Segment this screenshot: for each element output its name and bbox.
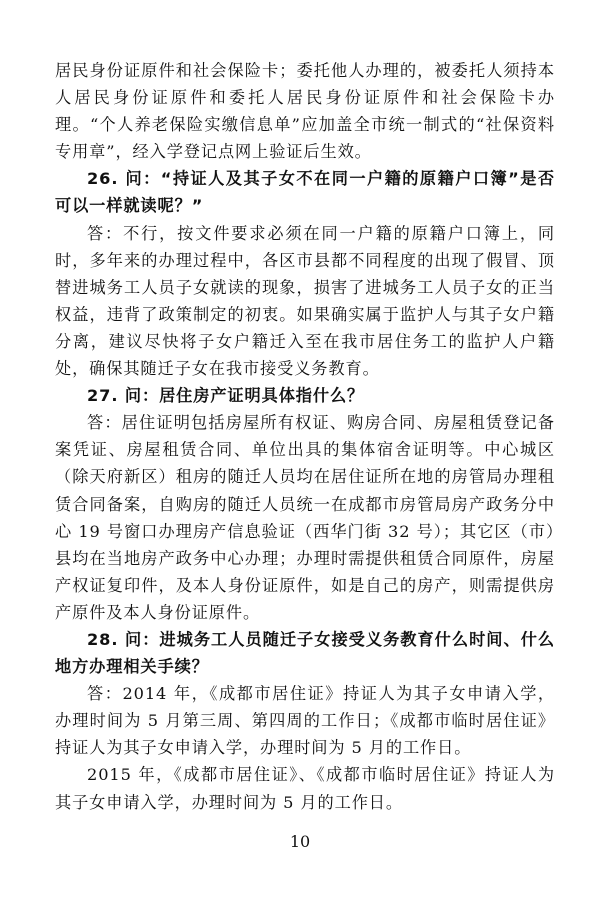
paragraph-continuation: 居民身份证原件和社会保险卡；委托他人办理的，被委托人须持本人居民身份证原件和委托人居民身份证原件和社会保险卡办理。“个人养老保险实缴信息单”应加盖全市统一制式的“社保资料专用章”，经入学登记点网上验证后生效。 (55, 61, 555, 162)
question-27: 27. 问：居住房产证明具体指什么？ (87, 386, 365, 406)
document-body (55, 57, 555, 816)
answer-28-2014: 答：2014 年，《成都市居住证》持证人为其子女申请入学，办理时间为 5 月第三周、第四周的工作日；《成都市临时居住证》持证人为其子女申请入学，办理时间为 5 月的工作日。 (55, 684, 555, 758)
answer-27: 答：居住证明包括房屋所有权证、购房合同、房屋租赁登记备案凭证、房屋租赁合同、单位出具的集体宿舍证明等。中心城区（除天府新区）租房的随迁人员均在居住证所在地的房管局办理租赁合同备案，自购房的随迁人员统一在成都市房管局房产政务分中心 19 号窗口办理房产信息验证（西华门街 32 号）；其它区（市）县均在当地房产政务中心办理；办理时需提供租赁合同原件，房屋产权证复印件，及本人身份证原件，如是自己的房产，则需提供房产原件及本人身份证原件。 (55, 413, 555, 622)
answer-28-2015: 2015 年，《成都市居住证》、《成都市临时居住证》持证人为其子女申请入学，办理时间为 5 月的工作日。 (55, 765, 555, 812)
question-28: 28. 问：进城务工人员随迁子女接受义务教育什么时间、什么地方办理相关手续？ (55, 629, 555, 677)
page-number: 10 (289, 832, 311, 851)
answer-26: 答：不行，按文件要求必须在同一户籍的原籍户口簿上，同时，多年来的办理过程中，各区市县都不同程度的出现了假冒、顶替进城务工人员子女就读的现象，损害了进城务工人员子女的正当权益，违背了政策制定的初衷。如果确实属于监护人与其子女户籍分离，建议尽快将子女户籍迁入至在我市居住务工的监护人户籍处，确保其随迁子女在我市接受义务教育。 (55, 223, 555, 379)
question-26: 26. 问：“持证人及其子女不在同一户籍的原籍户口簿”是否可以一样就读呢？” (55, 169, 555, 216)
